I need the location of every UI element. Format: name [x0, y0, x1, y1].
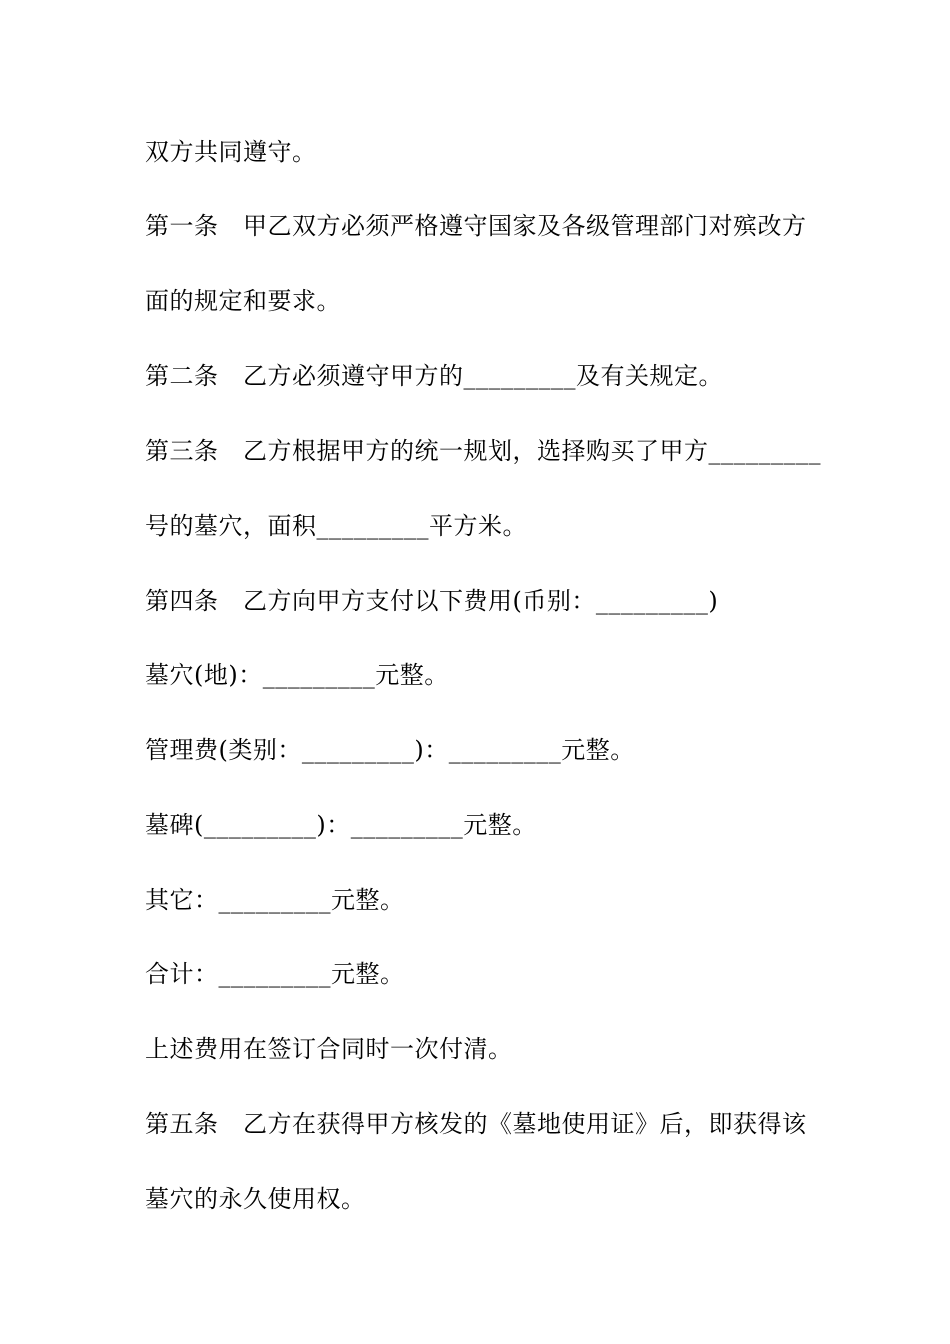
fee-management: 管理费(类别：_________)：_________元整。 [145, 736, 635, 764]
article-3-line-2: 号的墓穴，面积_________平方米。 [145, 512, 527, 540]
article-1-line-2: 面的规定和要求。 [145, 287, 341, 315]
article-2: 第二条 乙方必须遵守甲方的_________及有关规定。 [145, 362, 723, 390]
payment-note: 上述费用在签订合同时一次付清。 [145, 1035, 513, 1063]
article-4: 第四条 乙方向甲方支付以下费用(币别：_________) [145, 587, 719, 615]
fee-grave: 墓穴(地)：_________元整。 [145, 661, 449, 689]
article-5-line-1: 第五条 乙方在获得甲方核发的《墓地使用证》后，即获得该 [145, 1110, 807, 1138]
fee-other: 其它：_________元整。 [145, 886, 405, 914]
text-line-1: 双方共同遵守。 [145, 138, 317, 166]
fee-total: 合计：_________元整。 [145, 960, 405, 988]
fee-tombstone: 墓碑(_________)：_________元整。 [145, 811, 537, 839]
article-1-line-1: 第一条 甲乙双方必须严格遵守国家及各级管理部门对殡改方 [145, 212, 807, 240]
article-3-line-1: 第三条 乙方根据甲方的统一规划，选择购买了甲方_________ [145, 437, 821, 465]
article-5-line-2: 墓穴的永久使用权。 [145, 1185, 366, 1213]
